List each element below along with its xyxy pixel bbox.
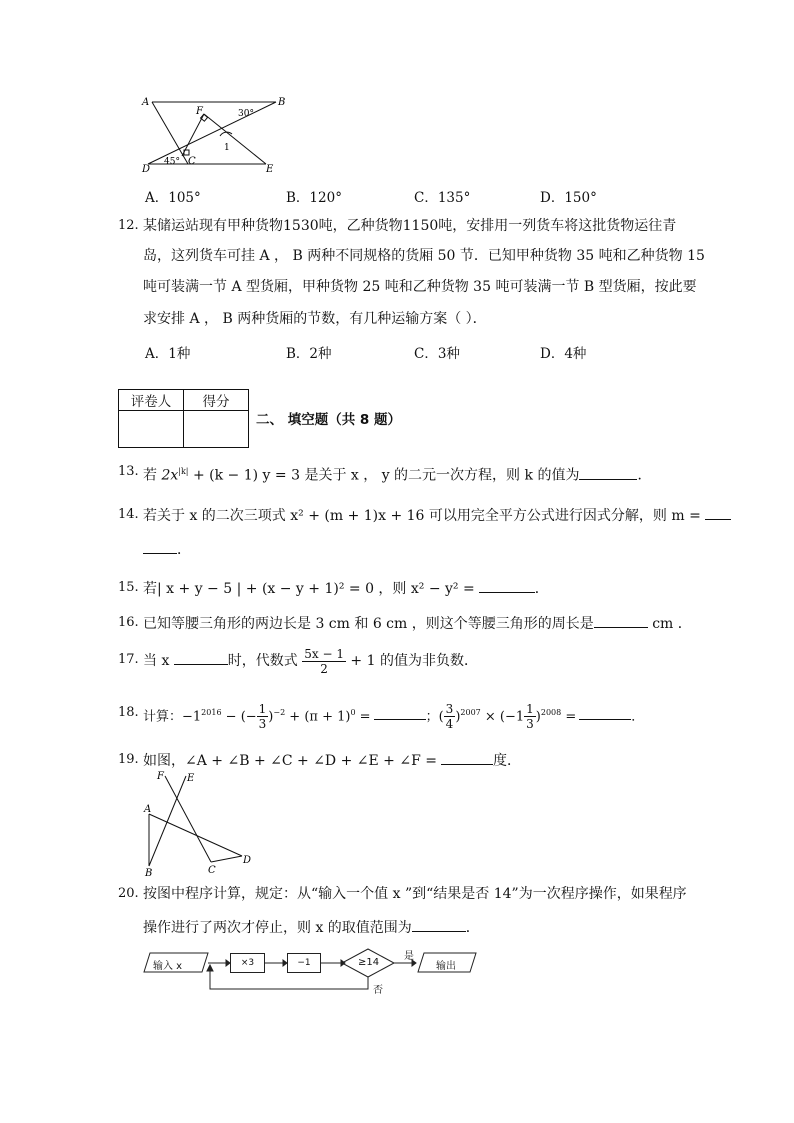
q17-text: 当 x 时，代数式 $\frac{5x - 1}{2}$ + 1 的值为非负数． (143, 646, 478, 676)
section-2-title: 二、 填空题（共 8 题） (256, 412, 401, 428)
q12-line-2: 岛，这列货车可挂 A ， B 两种不同规格的货厢 50 节．已知甲种货物 35 吨和乙种货物 15 (143, 248, 705, 264)
label-F: F (157, 771, 164, 782)
flow-no-label: 否 (373, 985, 383, 996)
label-A: A (142, 97, 150, 108)
q12-line-1: 某储运站现有甲种货物1530吨，乙种货物1150吨，安排用一列货车将这批货物运往青 (143, 218, 677, 234)
label-A: A (144, 804, 152, 815)
geometry-figure-q19 (138, 770, 263, 880)
label-C: C (208, 865, 216, 876)
q13-answer-blank[interactable] (579, 465, 637, 480)
label-angle-1: 1 (224, 143, 230, 153)
flow-subtract-box: −1 (287, 953, 321, 973)
label-D: D (243, 855, 252, 866)
label-E: E (266, 164, 274, 175)
flow-multiply-box: ×3 (230, 953, 265, 973)
q12-number: 12. (118, 218, 139, 233)
q18-answer-blank-2[interactable] (579, 705, 631, 720)
q14-number: 14. (118, 507, 139, 522)
q14-answer-blank-part2[interactable] (143, 539, 177, 554)
q15-text: 若| x + y − 5 | + (x − y + 1)² = 0 ，则 x² − y² = ． (143, 578, 549, 599)
q19-number: 19. (118, 752, 139, 767)
q18-text: 计算：$-1^{2016}$ − (− $\frac{1}{3}$ )$^{-2} + (\pi + 1)^0$ = ；( $\frac{3}{4}$ )$^{2007}$ × (−1 $\frac{1}{3}$ )$^{2008}$ = ． (143, 702, 645, 732)
q17-fraction: $\frac{5x - 1}{2}$ (304, 646, 344, 676)
q14-answer-blank-part1[interactable] (705, 505, 731, 520)
q20-number: 20. (118, 886, 139, 901)
q13-text: 若 $2x^{|k|} + (k - 1) y = 3$ 是关于 x ， y 的二元一次方程，则 k 的值为 ． (143, 462, 651, 486)
flow-compare-label: ≥14 (358, 957, 380, 968)
q12-line-3: 吨可装满一节 A 型货厢，甲种货物 25 吨和乙种货物 35 吨可装满一节 B 型货厢，按此要 (143, 279, 697, 295)
q11-option-b[interactable]: B．120° (286, 190, 342, 206)
q11-option-d[interactable]: D．150° (540, 190, 597, 206)
flow-input-label: 输入 x (153, 961, 183, 972)
q12-option-d[interactable]: D．4种 (540, 346, 587, 362)
q15-answer-blank[interactable] (479, 578, 535, 593)
q19-answer-blank[interactable] (441, 750, 493, 765)
q14-text-cont: ． (143, 539, 191, 560)
q16-text: 已知等腰三角形的两边长是 3 cm 和 6 cm ，则这个等腰三角形的周长是 cm ． (143, 613, 692, 634)
q18-answer-blank-1[interactable] (374, 705, 426, 720)
q12-option-a[interactable]: A．1种 (145, 346, 191, 362)
score-cell[interactable] (184, 411, 249, 448)
q19-text: 如图，∠A + ∠B + ∠C + ∠D + ∠E + ∠F = 度． (143, 750, 521, 771)
grader-cell[interactable] (119, 411, 184, 448)
label-F: F (196, 106, 203, 117)
q20-line-1: 按图中程序计算，规定：从“输入一个值 x ”到“结果是否 14”为一次程序操作，如果程序 (143, 886, 687, 902)
q14-text: 若关于 x 的二次三项式 x² + (m + 1)x + 16 可以用完全平方公式进行因式分解，则 m = (143, 505, 731, 526)
q20-line-2: 操作进行了两次才停止，则 x 的取值范围为 ． (143, 917, 480, 938)
q11-option-c[interactable]: C．135° (414, 190, 471, 206)
label-45deg: 45° (164, 157, 180, 167)
score-table (118, 389, 249, 448)
q17-number: 17. (118, 652, 139, 667)
q15-number: 15. (118, 580, 139, 595)
q11-option-a[interactable]: A．105° (145, 190, 201, 206)
label-C: C (188, 156, 196, 167)
label-B: B (145, 868, 153, 879)
label-B: B (278, 97, 286, 108)
geometry-figure-q11 (138, 94, 288, 178)
flow-yes-label: 是 (404, 951, 414, 962)
q16-number: 16. (118, 615, 139, 630)
score-table-header-grader: 评卷人 (119, 390, 184, 411)
flow-output-label: 输出 (436, 961, 456, 972)
q12-option-b[interactable]: B．2种 (286, 346, 332, 362)
q12-option-c[interactable]: C．3种 (414, 346, 460, 362)
score-table-header-score: 得分 (184, 390, 249, 411)
label-D: D (142, 164, 151, 175)
q12-line-4: 求安排 A ， B 两种货厢的节数，有几种运输方案（ ）． (143, 311, 487, 327)
q17-answer-blank[interactable] (174, 650, 228, 665)
q20-answer-blank[interactable] (412, 917, 466, 932)
q13-number: 13. (118, 464, 139, 479)
label-E: E (187, 773, 195, 784)
q18-number: 18. (118, 705, 139, 720)
label-30deg: 30° (238, 109, 254, 119)
q16-answer-blank[interactable] (594, 613, 648, 628)
